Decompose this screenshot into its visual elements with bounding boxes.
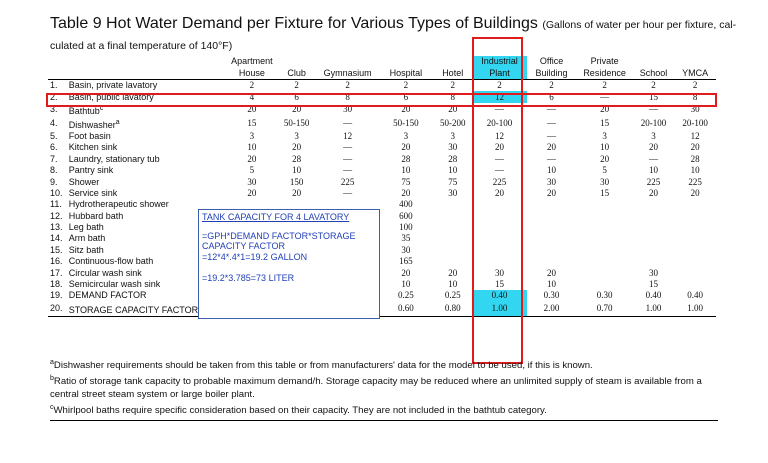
column-header-bottom: Plant [472,67,526,80]
table-cell: 12 [472,91,526,102]
table-row [48,142,716,153]
column-header-top: Industrial [472,56,526,67]
table-cell: 20 [401,267,411,278]
table-cell: 28 [448,153,458,164]
row-number: 8. [50,165,58,176]
table-cell: 20 [401,187,411,198]
table-cell [433,211,473,222]
table-cell [472,256,526,267]
table-cell: — [648,153,658,164]
row-number: 5. [50,130,58,141]
table-cell: 20 [247,153,257,164]
column-header-top [277,56,317,67]
footnote-rule [50,420,718,421]
table-cell [674,233,716,244]
table-cell: — [648,104,658,115]
column-header-top [633,56,675,67]
table-cell: 225 [688,176,702,187]
row-number: 14. [50,233,63,244]
note-line-3: =12*4*.4*1=19.2 GALLON [202,251,308,262]
table-cell [472,199,526,210]
table-cell: 30 [343,104,353,115]
table-cell [433,256,473,267]
table-cell: 0.30 [596,290,613,301]
table-cell: 20 [448,104,458,115]
table-cell: 3 [450,130,455,141]
footnote-a: $^a$Dishwasher requirements should be taken from this table or from manufacturers' data for the model to be used, if this is known. [50,359,593,372]
table-cell: 20 [292,142,302,153]
row-number: 19. [50,290,63,301]
table-cell: 50-150 [283,118,310,129]
table-cell: 35 [401,233,411,244]
table-cell: 20 [495,187,505,198]
table-cell: 400 [399,199,413,210]
table-cell: 6 [403,91,409,102]
note-line-1: =GPH*DEMAND FACTOR*STORAGE [202,230,356,241]
table-cell: — [547,130,557,141]
table-cell: 0.25 [398,290,414,301]
hot-water-demand-table [48,56,716,317]
table-row [48,117,716,131]
table-cell [433,245,473,256]
table-row [48,222,716,233]
table-cell: 20 [547,267,557,278]
table-cell [633,245,675,256]
table-cell: 75 [448,176,458,187]
table-cell [472,211,526,222]
table-cell: 10 [247,142,257,153]
row-number: 1. [50,80,58,91]
table-cell: 28 [292,153,302,164]
table-cell: 20-100 [682,118,708,129]
row-label: Bathtub$^c$ [68,104,104,116]
table-cell: 20 [292,104,302,115]
row-label: Service sink [68,187,118,198]
column-header-bottom: Gymnasium [316,67,378,80]
table-cell: 10 [600,142,610,153]
table-cell [527,256,577,267]
table-cell [674,211,716,222]
table-cell: 15 [648,279,658,290]
table-cell: 8 [345,91,350,102]
table-cell [433,233,473,244]
row-number: 11. [50,199,62,210]
table-cell: — [495,165,505,176]
table-cell: 20 [292,187,302,198]
row-number: 4. [50,118,58,129]
table-cell [674,267,716,278]
table-cell: — [547,104,557,115]
table-cell [527,199,577,210]
table-cell: 20 [690,187,700,198]
table-cell: 3 [403,130,409,141]
table-cell: 0.25 [444,290,461,301]
row-label: Shower [68,176,100,187]
table-cell: 0.40 [687,290,704,301]
table-cell: 2 [692,80,698,91]
table-cell: 12 [343,130,353,141]
table-cell: 30 [247,176,257,187]
table-cell [433,222,473,233]
table-row [48,154,716,165]
table-cell [472,245,526,256]
table-cell: 50-150 [393,118,419,129]
table-cell: 75 [401,176,411,187]
table-row [48,80,716,92]
table-cell: — [600,91,610,102]
table-cell [527,222,577,233]
table-cell: 8 [692,91,698,102]
row-label: STORAGE CAPACITY FACTOR [67,302,227,317]
table-cell: 10 [292,165,302,176]
row-number: 20. [48,302,67,317]
table-cell: 3 [249,130,255,141]
column-header-bottom: Hospital [379,67,433,80]
table-cell: 15 [247,118,257,129]
table-cell: 50-200 [439,118,466,129]
table-cell: 20 [495,142,505,153]
table-cell: 20 [547,142,557,153]
table-cell: 10 [401,165,411,176]
table-row [48,245,716,256]
table-cell: 15 [600,187,610,198]
table-cell: 20 [247,104,257,115]
table-cell: 225 [340,176,355,187]
table-cell [633,222,675,233]
table-cell [472,222,526,233]
table-cell: 4 [249,91,255,102]
table-cell: 8 [450,91,455,102]
table-row [48,188,716,199]
table-row [48,199,716,210]
table-cell [633,199,675,210]
note-heading: TANK CAPACITY FOR 4 LAVATORY [202,212,350,222]
column-header-top [316,56,378,67]
table-cell: 10 [448,165,458,176]
table-cell: 30 [401,244,411,255]
table-cell: 10 [547,165,557,176]
table-cell [577,245,633,256]
table-cell: 600 [399,210,413,221]
table-cell: 30 [495,267,505,278]
table-cell: — [495,104,505,115]
table-cell: 0.70 [577,302,633,317]
table-row [48,256,716,267]
table-cell [577,211,633,222]
table-cell: 2 [294,80,299,91]
row-label: Basin, public lavatory [68,91,154,102]
table-title-line2: culated at a final temperature of 140°F) [50,40,233,52]
table-cell [527,211,577,222]
table-cell: 1.00 [472,302,526,317]
table-cell: 20-100 [640,118,667,129]
table-cell: — [343,153,353,164]
table-cell: 6 [294,91,299,102]
table-cell [527,245,577,256]
row-label: Hydrotherapeutic shower [68,199,169,210]
table-cell: 0.40 [645,290,662,301]
table-cell: — [343,118,353,129]
table-cell: 12 [495,130,505,141]
table-cell: — [343,165,353,176]
row-label: Dishwasher$^a$ [68,118,120,130]
table-cell: 150 [289,176,304,187]
table-cell: 20-100 [486,118,513,129]
table-cell: 20 [448,267,458,278]
row-label: Basin, private lavatory [68,80,158,91]
table-cell [674,279,716,290]
table-cell: 100 [399,222,413,233]
table-cell [433,199,473,210]
table-cell: 15 [495,279,505,290]
footnote-b: $^b$Ratio of storage tank capacity to probable maximum demand/h. Storage capacity may be reduced where an unlimited supply of steam is available from a central street steam system or large boiler plant. [50,375,702,401]
row-number: 13. [50,222,63,233]
table-cell [577,222,633,233]
column-header-bottom: School [633,67,675,80]
column-header-top: Office [539,56,564,66]
table-cell: 2.00 [527,302,577,317]
column-header-bottom: YMCA [674,67,716,80]
row-label: Kitchen sink [68,142,118,153]
table-cell: 2 [497,80,502,91]
column-header-top [674,56,716,67]
table-title-main: Table 9 Hot Water Demand per Fixture for Various Types of Buildings [50,15,538,32]
table-cell: 15 [600,118,610,129]
column-header-top: Private [590,56,619,66]
row-number: 17. [50,267,63,278]
row-label: Pantry sink [68,165,114,176]
table-cell: 5 [249,165,255,176]
table-cell: 10 [648,165,658,176]
table-row [48,302,716,317]
table-cell: 10 [690,165,700,176]
table-cell: 15 [648,91,658,102]
row-label: Arm bath [68,233,106,244]
table-cell: 28 [690,153,700,164]
row-label: Hubbard bath [68,210,124,221]
table-cell: 10 [401,279,411,290]
column-header-bottom: Building [527,67,577,80]
table-cell: 2 [602,80,607,91]
column-header-bottom: Hotel [433,67,473,80]
table-cell: 28 [401,153,411,164]
table-cell: 20 [547,187,557,198]
table-row [48,103,716,117]
tank-capacity-note [198,209,380,319]
column-header-bottom: Club [277,67,317,80]
table-cell: 2 [549,80,554,91]
table-cell: 10 [547,279,557,290]
row-label: Continuous-flow bath [68,256,154,267]
table-cell: 20 [600,153,610,164]
row-number: 16. [50,256,63,267]
footnotes [50,356,718,421]
row-number: 10. [50,187,63,198]
table-cell: — [495,153,505,164]
table-cell: — [343,142,353,153]
table-cell: 30 [690,104,700,115]
row-number: 15. [50,244,63,255]
row-label: Leg bath [68,222,104,233]
table-title [50,14,762,56]
table-cell: 30 [648,267,658,278]
table-cell: 12 [690,130,700,141]
footnote-c: $^c$Whirlpool baths require specific consideration based on their capacity. They are not included in the bathtub category. [50,404,547,417]
table-cell: — [547,118,557,129]
table-cell [674,245,716,256]
column-header-bottom: House [227,67,277,80]
table-cell: 5 [602,165,607,176]
table-cell: 20 [401,142,411,153]
row-number: 7. [50,153,58,164]
column-header-top [433,56,473,67]
table-cell [577,256,633,267]
table-cell: 2 [651,80,656,91]
table-cell [633,233,675,244]
table-cell [472,233,526,244]
row-number: 2. [50,91,58,102]
table-cell: 20 [247,187,257,198]
table-cell [674,256,716,267]
note-line-4: =19.2*3.785=73 LITER [202,273,295,283]
table-cell: 20 [648,142,658,153]
table-row [48,91,716,102]
table-cell [633,256,675,267]
table-cell: 2 [345,80,350,91]
table-row [48,233,716,244]
table-cell: 165 [399,256,413,267]
table-title-sub: (Gallons of water per hour per fixture, cal- [542,19,737,31]
table-cell [577,267,633,278]
column-header-top: Apartment [231,56,273,66]
row-number: 3. [50,104,58,115]
table-cell: 30 [448,187,458,198]
column-header-top [379,56,433,67]
table-cell: 10 [448,279,458,290]
row-label: Foot basin [68,130,111,141]
table-cell: 0.30 [543,290,560,301]
table-cell [633,211,675,222]
table-row [48,279,716,290]
table-cell: 20 [648,187,658,198]
table-cell: 2 [249,80,255,91]
table-cell: 225 [646,176,661,187]
table-cell: 30 [547,176,557,187]
table-cell: 20 [401,104,411,115]
table-row [48,165,716,176]
column-header-bottom: Residence [577,67,633,80]
table-cell [674,199,716,210]
row-number: 18. [50,279,63,290]
table-row [48,211,716,222]
table-row [48,290,716,301]
row-label: Laundry, stationary tub [68,153,160,164]
table-cell: — [547,153,557,164]
row-number: 12. [50,210,63,221]
table-cell: 2 [403,80,409,91]
table-cell: 30 [448,142,458,153]
row-label: Circular wash sink [68,267,142,278]
table-cell: 1.00 [633,302,675,317]
table-cell: 6 [549,91,554,102]
table-cell: 0.40 [472,290,526,301]
table-cell: 0.80 [433,302,473,317]
table-cell: 3 [294,130,299,141]
table-cell [577,279,633,290]
table-cell: 3 [651,130,656,141]
row-number: 9. [50,176,58,187]
table-cell: 20 [690,142,700,153]
table-cell [577,233,633,244]
table-cell [674,222,716,233]
table-cell: 225 [492,176,507,187]
table-cell: 0.60 [379,302,433,317]
table-cell [577,199,633,210]
row-label: Semicircular wash sink [68,279,161,290]
note-line-2: CAPACITY FACTOR [202,241,286,251]
table-cell: 20 [600,104,610,115]
table-cell: 1.00 [674,302,716,317]
table-row [48,131,716,142]
row-label: Sitz bath [68,244,104,255]
row-number: 6. [50,142,58,153]
table-cell: — [343,187,353,198]
row-label: DEMAND FACTOR [68,290,147,301]
table-row [48,267,716,278]
table-cell [527,233,577,244]
table-cell: 3 [602,130,607,141]
table-cell: 30 [600,176,610,187]
table-cell: 2 [450,80,455,91]
table-row [48,176,716,187]
